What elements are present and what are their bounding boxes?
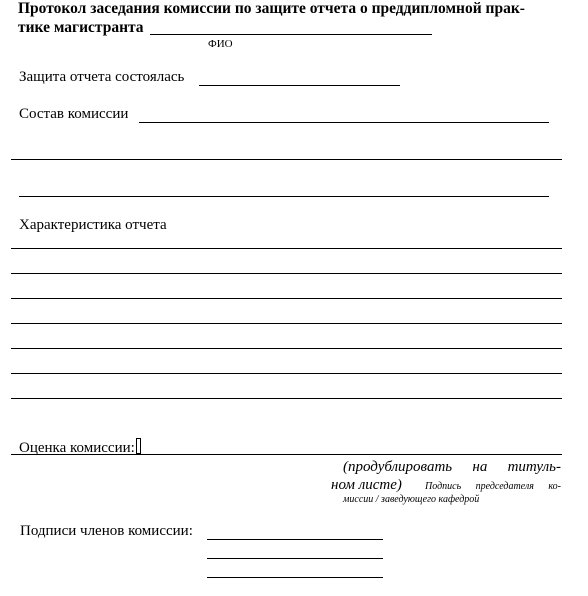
protocol-title-line-2: тике магистранта: [18, 19, 144, 36]
members-signatures-label: Подписи членов комиссии:: [20, 523, 193, 539]
commission-line-3[interactable]: [19, 196, 549, 197]
characteristic-line-4[interactable]: [11, 323, 562, 324]
grade-label: Оценка комиссии:: [19, 440, 135, 456]
duplicate-note-line-2: ном листе): [331, 477, 402, 493]
characteristic-line-2[interactable]: [11, 273, 562, 274]
characteristic-line-6[interactable]: [11, 373, 562, 374]
member-signature-line-3[interactable]: [207, 577, 383, 578]
signature-note-line-2: миссии / заведующего кафедрой: [343, 494, 480, 505]
defense-date-line[interactable]: [199, 85, 400, 86]
characteristic-line-7[interactable]: [11, 398, 562, 399]
characteristic-label: Характеристика отчета: [19, 217, 167, 233]
characteristic-line-5[interactable]: [11, 348, 562, 349]
duplicate-note-line-1: (продублировать на титуль-: [343, 459, 561, 475]
text-cursor-marker: [136, 438, 141, 454]
signature-note-line-1: Подпись председателя ко-: [425, 481, 561, 492]
commission-label: Состав комиссии: [19, 106, 129, 122]
student-name-line[interactable]: [150, 34, 432, 35]
characteristic-line-1[interactable]: [11, 248, 562, 249]
characteristic-line-3[interactable]: [11, 298, 562, 299]
member-signature-line-2[interactable]: [207, 558, 383, 559]
grade-line[interactable]: [11, 454, 562, 455]
commission-line-1[interactable]: [139, 122, 549, 123]
defense-label: Защита отчета состоялась: [19, 69, 185, 85]
commission-line-2[interactable]: [11, 159, 562, 160]
fio-caption: ФИО: [208, 38, 233, 50]
member-signature-line-1[interactable]: [207, 539, 383, 540]
protocol-title-line-1: Протокол заседания комиссии по защите отчета о преддипломной прак-: [18, 0, 525, 17]
